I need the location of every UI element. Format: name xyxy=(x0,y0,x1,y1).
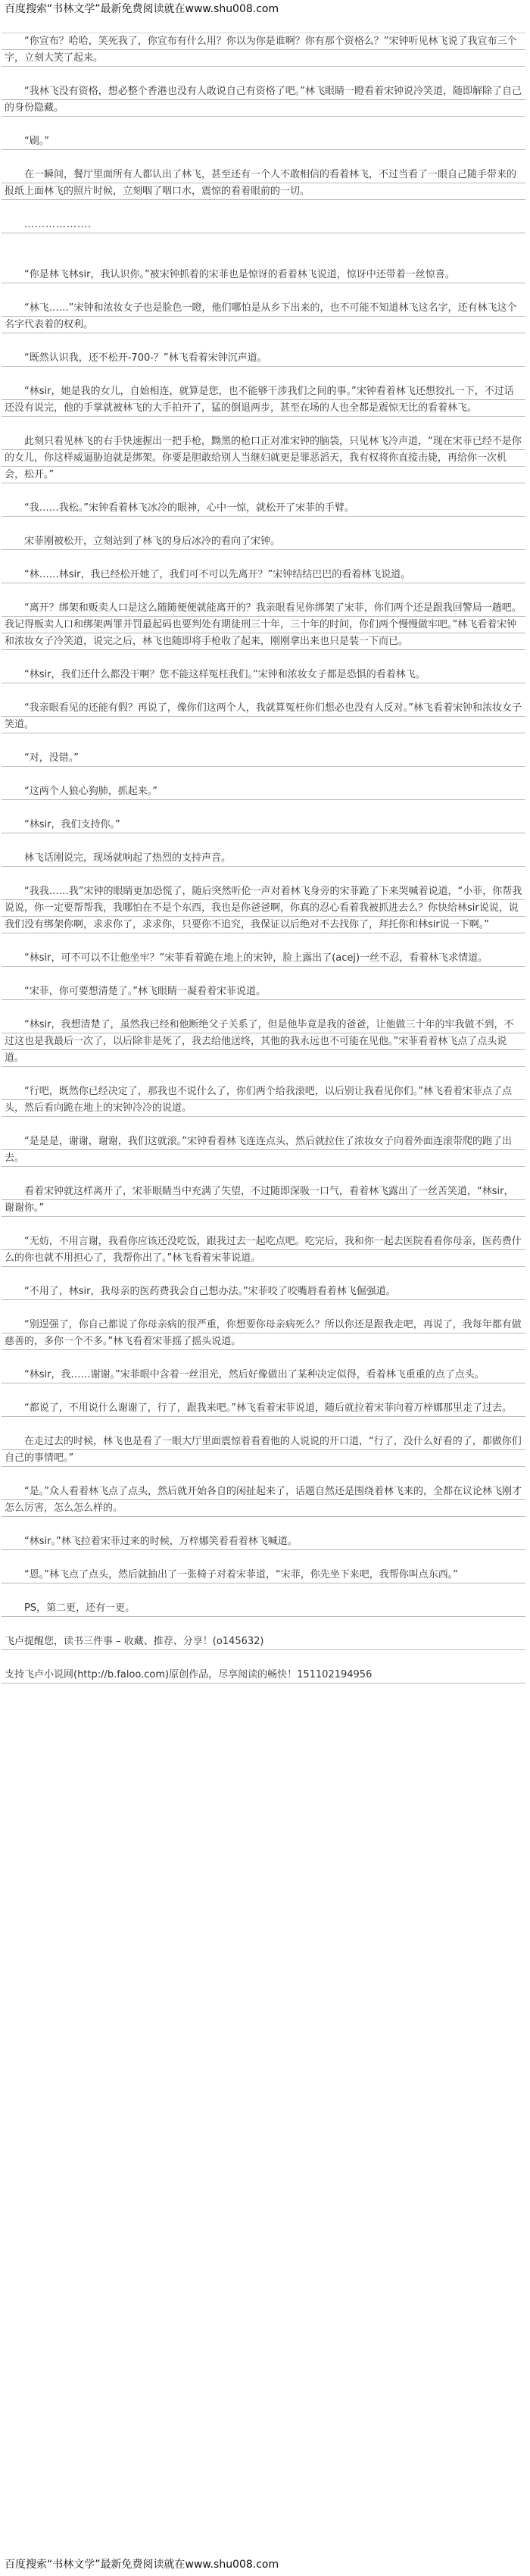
paragraph: “林sir，我……谢谢。”宋菲眼中含着一丝泪光，然后好像做出了某种决定似得，看着林飞重重的点了点头。 xyxy=(2,1367,525,1383)
author-note: PS，第二更，还有一更。 xyxy=(2,1600,525,1617)
source-header: 百度搜索“书林文学”最新免费阅读就在www.shu008.com xyxy=(5,3,279,15)
paragraph: “我林飞没有资格，想必整个香港也没有人敢说自己有资格了吧。”林飞眼睛一瞪看着宋钟说冷笑道，随即解除了自己的身份隐藏。 xyxy=(2,83,525,117)
paragraph: “林sir，可不可以不让他坐牢？”宋菲看着跪在地上的宋钟，脸上露出了(acej)一丝不忍，看着林飞求情道。 xyxy=(2,950,525,967)
paragraph: “林sir。”林飞拉着宋菲过来的时候，万梓娜笑着看着林飞喊道。 xyxy=(2,1533,525,1550)
chapter-text xyxy=(2,17,525,2555)
paragraph: “这两个人狼心狗肺，抓起来。” xyxy=(2,783,525,800)
paragraph: “离开？绑架和贩卖人口是这么随随便便就能离开的？我亲眼看见你绑架了宋菲，你们两个还是跟我回警局一趟吧。我记得贩卖人口和绑架两罪并罚最起码也要判处有期徒刑三十年，三十年的时间，你们两个慢慢做牢吧。”林飞看着宋钟和浓妆女子冷笑道，说完之后，林飞也随即将手枪收了起来，刚刚拿出来也只是装一下而已。 xyxy=(2,600,525,650)
paragraph: “林……林sir，我已经松开她了，我们可不可以先离开？”宋钟结结巴巴的看着林飞说道。 xyxy=(2,567,525,583)
paragraph: “林sir，她是我的女儿，自始相连，就算是您，也不能够干涉我们之间的事。”宋钟看着林飞还想狡扎一下，不过话还没有说完，他的手掌就被林飞的大手拍开了，猛的倒退两步，甚至在场的人也全都是震惊无比的看着林飞。 xyxy=(2,383,525,417)
paragraph: “我我……我”宋钟的眼睛更加恐慌了，随后突然听伦一声对着林飞身旁的宋菲跪了下来哭喊着说道，“小菲，你帮我说说，你一定要帮帮我，我哪怕在不是个东西，我也是你爸爸啊，你真的忍心看着我被抓进去么？你快给林sir说说，说我们没有绑架你啊，求求你了，求求你，只要你不追究，我保证以后绝对不去找你了，拜托你和林sir说一下啊。” xyxy=(2,883,525,933)
paragraph: 看着宋钟就这样离开了，宋菲眼睛当中充满了失望，不过随即深吸一口气，看着林飞露出了一丝苦笑道，“林sir，谢谢你。” xyxy=(2,1183,525,1217)
paragraph: 此刻只看见林飞的右手快速握出一把手枪，黝黑的枪口正对准宋钟的脑袋，只见林飞冷声道，“现在宋菲已经不是你的女儿，你这样威逼胁迫就是绑架。你要是胆敢给别人当继妇就更是罪恶滔天，我有权将你直接击毙，再给你一次机会，松开。” xyxy=(2,433,525,483)
paragraph: “都说了，不用说什么谢谢了，行了，跟我来吧。”林飞看着宋菲说道，随后就拉着宋菲向着万梓娜那里走了过去。 xyxy=(2,1400,525,1417)
paragraph: “林sir，我们还什么都没干啊？您不能这样冤枉我们。”宋钟和浓妆女子都是恐惧的看着林飞。 xyxy=(2,667,525,683)
paragraph: “林sir，我想清楚了，虽然我已经和他断绝父子关系了，但是他毕竟是我的爸爸，让他做三十年的牢我做不到，不过这也是我最后一次了，以后除非是死了，我去给他送终，其他的我永远也不可能在见他。”宋菲看着林飞点了点头说道。 xyxy=(2,1017,525,1067)
paragraph: “刷。” xyxy=(2,133,525,150)
paragraph: “我……我松。”宋钟看着林飞冰冷的眼神，心中一惊，就松开了宋菲的手臂。 xyxy=(2,500,525,517)
paragraph: “不用了，林sir，我母亲的医药费我会自己想办法。”宋菲咬了咬嘴唇看着林飞倔强道。 xyxy=(2,1283,525,1300)
paragraph: “别逞强了，你自己都说了你母亲病的很严重，你想要你母亲病死么？所以你还是跟我走吧，再说了，我每年都有做慈善的，多你一个不多。”林飞看着宋菲摇了摇头说道。 xyxy=(2,1317,525,1350)
paragraph: “无妨，不用言谢，我看你应该还没吃饭，跟我过去一起吃点吧。吃完后，我和你一起去医院看看你母亲，医药费什么的你也就不用担心了，我帮你出了。”林飞看着宋菲说道。 xyxy=(2,1233,525,1267)
paragraph: “是是是，谢谢，谢谢，我们这就滚。”宋钟看着林飞连连点头，然后就拉住了浓妆女子向着外面连滚带爬的跑了出去。 xyxy=(2,1133,525,1167)
reader-reminder: 飞卢提醒您，读书三件事 – 收藏、推荐、分享！(o145632) xyxy=(2,1633,525,1650)
paragraph: “宋菲，你可要想清楚了。”林飞眼睛一凝看着宋菲说道。 xyxy=(2,983,525,1000)
paragraph: “对，没错。” xyxy=(2,750,525,767)
paragraph: “我亲眼看见的还能有假？再说了，像你们这两个人，我就算冤枉你们想必也没有人反对。”林飞看着宋钟和浓妆女子笑道。 xyxy=(2,700,525,733)
paragraph: “你宣布？哈哈，笑死我了，你宣布有什么用？你以为你是谁啊？你有那个资格么？”宋钟听见林飞说了我宣布三个字，立刻大笑了起来。 xyxy=(2,33,525,67)
scene-separator: ………………. xyxy=(2,217,525,233)
paragraph: 林飞话刚说完，现场就响起了热烈的支持声音。 xyxy=(2,850,525,867)
paragraph: “既然认识我，还不松开-700-？”林飞看着宋钟沉声道。 xyxy=(2,350,525,367)
paragraph: 在一瞬间，餐厅里面所有人都认出了林飞，甚至还有一个人不敢相信的看着林飞，不过当看了一眼自己随手带来的报纸上面林飞的照片时候，立刻咽了咽口水，震惊的看着眼前的一切。 xyxy=(2,167,525,200)
paragraph: 在走过去的时候，林飞也是看了一眼大厅里面震惊着看着他的人说说的开口道，“行了，没什么好看的了，都做你们自己的事情吧。” xyxy=(2,1433,525,1467)
paragraph: “你是林飞林sir，我认识你。”被宋钟抓着的宋菲也是惊讶的看着林飞说道，惊讶中还带着一丝惊喜。 xyxy=(2,267,525,283)
source-footer: 百度搜索“书林文学”最新免费阅读就在www.shu008.com xyxy=(5,2559,279,2571)
paragraph: “是。”众人看着林飞点了点头，然后就开始各自的闲扯起来了，话题自然还是围绕着林飞来的，全都在议论林飞刚才怎么厉害，怎么怎么样的。 xyxy=(2,1483,525,1517)
paragraph: “行吧，既然你已经决定了，那我也不说什么了，你们两个给我滚吧，以后别让我看见你们。”林飞看着宋菲点了点头，然后看向跪在地上的宋钟冷冷的说道。 xyxy=(2,1083,525,1117)
paragraph: 宋菲刚被松开，立刻站到了林飞的身后冰冷的看向了宋钟。 xyxy=(2,533,525,550)
paragraph: “恩。”林飞点了点头，然后就抽出了一张椅子对着宋菲道，“宋菲，你先坐下来吧，我帮你叫点东西。” xyxy=(2,1567,525,1583)
site-notice: 支持飞卢小说网(http://b.faloo.com)原创作品，尽享阅读的畅快！151102194956 xyxy=(2,1667,525,1683)
paragraph: “林飞……”宋钟和浓妆女子也是脸色一瞪，他们哪怕是从乡下出来的，也不可能不知道林飞这名字，还有林飞这个名字代表着的权利。 xyxy=(2,300,525,333)
paragraph: “林sir，我们支持你。” xyxy=(2,817,525,833)
